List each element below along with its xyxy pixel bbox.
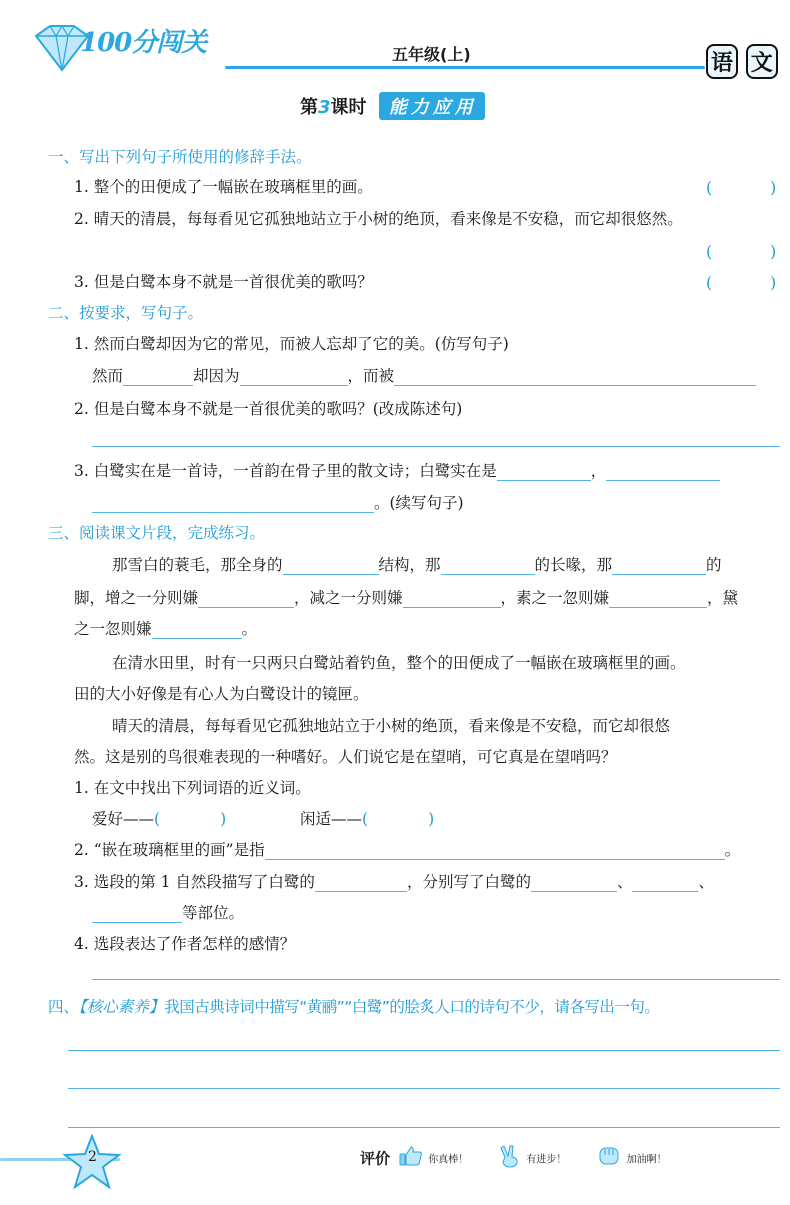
core-literacy-tag: 【核心素养】 <box>79 998 165 1016</box>
s3-q2-text: 2. “嵌在玻璃框里的画”是指 <box>74 841 265 859</box>
grade-label: 五年级(上) <box>392 45 471 64</box>
s2-question-1: 1. 然而白鹭却因为它的常见，而被人忘却了它的美。(仿写句子) <box>74 335 509 353</box>
s4-prefix: 四、 <box>48 998 80 1016</box>
rating-cheer: 加油啊！ <box>626 1154 667 1166</box>
answer-line[interactable] <box>92 446 780 447</box>
paren-close: ) <box>428 810 435 828</box>
s1-question-1: 1. 整个的田便成了一幅嵌在玻璃框里的画。 <box>74 178 373 196</box>
p1-text-e: 脚，增之一分则嫌 <box>74 589 199 607</box>
paren-open: ( <box>706 243 713 261</box>
subject-badge <box>706 44 778 79</box>
answer-blank[interactable] <box>92 496 374 513</box>
s1-answer-3[interactable] <box>706 273 776 293</box>
answer-line[interactable] <box>68 1127 780 1128</box>
page-number: 2 <box>88 1149 97 1165</box>
section-2-title: 二、按要求，写句子。 <box>48 304 204 322</box>
s3-para-2-line-1: 在清水田里，时有一只两只白鹭站着钓鱼，整个的田便成了一幅嵌在玻璃框里的画。 <box>112 654 686 672</box>
s1-question-3: 3. 但是白鹭本身不就是一首很优美的歌吗？ <box>74 273 373 291</box>
lesson-type-badge: 能力应用 <box>379 92 485 120</box>
rating-progress: 有进步！ <box>526 1154 567 1166</box>
s3-para-1-line-1 <box>112 555 722 575</box>
thumbs-up-icon[interactable] <box>399 1145 423 1171</box>
p1-text-f: ，减之一分则嫌 <box>294 589 403 607</box>
s4-question: 我国古典诗词中描写“黄鹂”“白鹭”的脍炙人口的诗句不少，请各写出一句。 <box>164 998 660 1016</box>
paren-close: ) <box>770 179 777 197</box>
s2-fill-text-c: ，而被 <box>347 367 395 385</box>
s3-para-1-line-2 <box>74 588 738 608</box>
section-3-title: 三、阅读课文片段，完成练习。 <box>48 524 266 542</box>
answer-blank[interactable] <box>403 591 501 608</box>
answer-blank[interactable] <box>92 906 182 923</box>
s3-question-3-cont <box>92 903 244 923</box>
s2-question-3-cont <box>92 493 464 513</box>
s3-para-3-line-1: 晴天的清晨，每每看见它孤独地站立于小树的绝顶，看来像是不安稳，而它却很悠 <box>112 717 671 735</box>
answer-blank[interactable] <box>265 843 725 860</box>
synonym-answer-1[interactable] <box>154 810 226 828</box>
answer-blank[interactable] <box>283 558 379 575</box>
s3-q3-text-c: 、 <box>616 873 633 891</box>
answer-blank[interactable] <box>315 875 407 892</box>
s3-q3-text-e: 等部位。 <box>182 904 245 922</box>
s1-question-2: 2. 晴天的清晨，每每看见它孤独地站立于小树的绝顶，看来像是不安稳，而它却很悠然。 <box>74 210 683 228</box>
rating-good: 你真棒！ <box>428 1154 469 1166</box>
synonym-answer-2[interactable] <box>362 810 434 828</box>
header-rule <box>225 66 705 69</box>
answer-blank[interactable] <box>394 369 756 386</box>
p1-text-c: 的长喙，那 <box>534 556 613 574</box>
paren-open: ( <box>154 810 161 828</box>
p1-text-j: 。 <box>241 620 258 638</box>
evaluation-label: 评价 <box>360 1149 391 1168</box>
paren-close: ) <box>770 274 777 292</box>
lesson-number: 3 <box>318 97 331 118</box>
brand-logo: 100分闯关 <box>80 28 207 58</box>
s3-question-1: 1. 在文中找出下列词语的近义词。 <box>74 779 311 797</box>
s3-question-3 <box>74 872 714 892</box>
s3-synonym-1 <box>92 809 226 829</box>
p1-text-b: 结构，那 <box>378 556 441 574</box>
p1-text-g: ，素之一忽则嫌 <box>500 589 610 607</box>
lesson-title <box>300 92 485 120</box>
s2-q3-end: 。(续写句子) <box>374 494 464 512</box>
section-4-title <box>48 997 659 1017</box>
fist-icon[interactable] <box>597 1145 621 1171</box>
answer-line[interactable] <box>92 979 780 980</box>
paren-close: ) <box>770 243 777 261</box>
p1-text-d: 的 <box>706 556 722 574</box>
evaluation-row <box>360 1144 667 1172</box>
s3-q3-text-b: ，分别写了白鹭的 <box>406 873 531 891</box>
lesson-prefix: 第 <box>300 97 318 118</box>
s3-q3-text-a: 3. 选段的第 1 自然段描写了白鹭的 <box>74 873 315 891</box>
answer-blank[interactable] <box>152 622 242 639</box>
paren-open: ( <box>362 810 369 828</box>
s2-question-2: 2. 但是白鹭本身不就是一首很优美的歌吗？(改成陈述句) <box>74 400 463 418</box>
answer-blank[interactable] <box>612 558 706 575</box>
subject-char-2: 文 <box>746 44 778 79</box>
s3-q2-end: 。 <box>724 841 741 859</box>
footer <box>0 1130 790 1205</box>
lesson-suffix: 课时 <box>330 97 367 118</box>
p1-text-a: 那雪白的蓑毛，那全身的 <box>112 556 283 574</box>
synonym-word-2: 闲适—— <box>300 810 363 828</box>
answer-blank[interactable] <box>240 369 348 386</box>
answer-blank[interactable] <box>441 558 535 575</box>
p1-text-h: ，黛 <box>707 589 739 607</box>
s2-fill-text-b: 却因为 <box>193 367 240 385</box>
header <box>0 0 790 118</box>
paren-open: ( <box>706 274 713 292</box>
subject-char-1: 语 <box>706 44 738 79</box>
answer-blank[interactable] <box>609 591 707 608</box>
answer-blank[interactable] <box>198 591 294 608</box>
answer-blank[interactable] <box>497 464 591 481</box>
s3-para-3-line-2: 然。这是别的鸟很难表现的一种嗜好。人们说它是在望哨，可它真是在望哨吗？ <box>74 748 617 766</box>
paren-close: ) <box>220 810 227 828</box>
s3-question-4: 4. 选段表达了作者怎样的感情？ <box>74 935 296 953</box>
paren-open: ( <box>706 179 713 197</box>
s2-question-3 <box>74 461 720 481</box>
s3-para-2-line-2: 田的大小好像是有心人为白鹭设计的镜匣。 <box>74 685 369 703</box>
s1-answer-2[interactable] <box>706 242 776 262</box>
answer-line[interactable] <box>68 1088 780 1089</box>
s3-synonym-2 <box>300 809 434 829</box>
answer-line[interactable] <box>68 1050 780 1051</box>
victory-hand-icon[interactable] <box>499 1144 521 1172</box>
s2-q3-text: 3. 白鹭实在是一首诗，一首韵在骨子里的散文诗；白鹭实在是 <box>74 462 497 480</box>
s2-fill-text-a: 然而 <box>92 367 124 385</box>
synonym-word-1: 爱好—— <box>92 810 155 828</box>
s1-answer-1[interactable] <box>706 178 776 198</box>
answer-blank[interactable] <box>632 875 698 892</box>
section-1-title: 一、写出下列句子所使用的修辞手法。 <box>48 148 312 166</box>
s3-question-2 <box>74 840 740 860</box>
s3-q3-text-d: 、 <box>698 873 714 891</box>
p1-text-i: 之一忽则嫌 <box>74 620 152 638</box>
answer-blank[interactable] <box>606 464 720 481</box>
answer-blank[interactable] <box>531 875 617 892</box>
s3-para-1-line-3 <box>74 619 257 639</box>
answer-blank[interactable] <box>123 369 193 386</box>
s2-fill-1 <box>92 366 756 386</box>
s2-q3-comma: ， <box>590 462 607 480</box>
